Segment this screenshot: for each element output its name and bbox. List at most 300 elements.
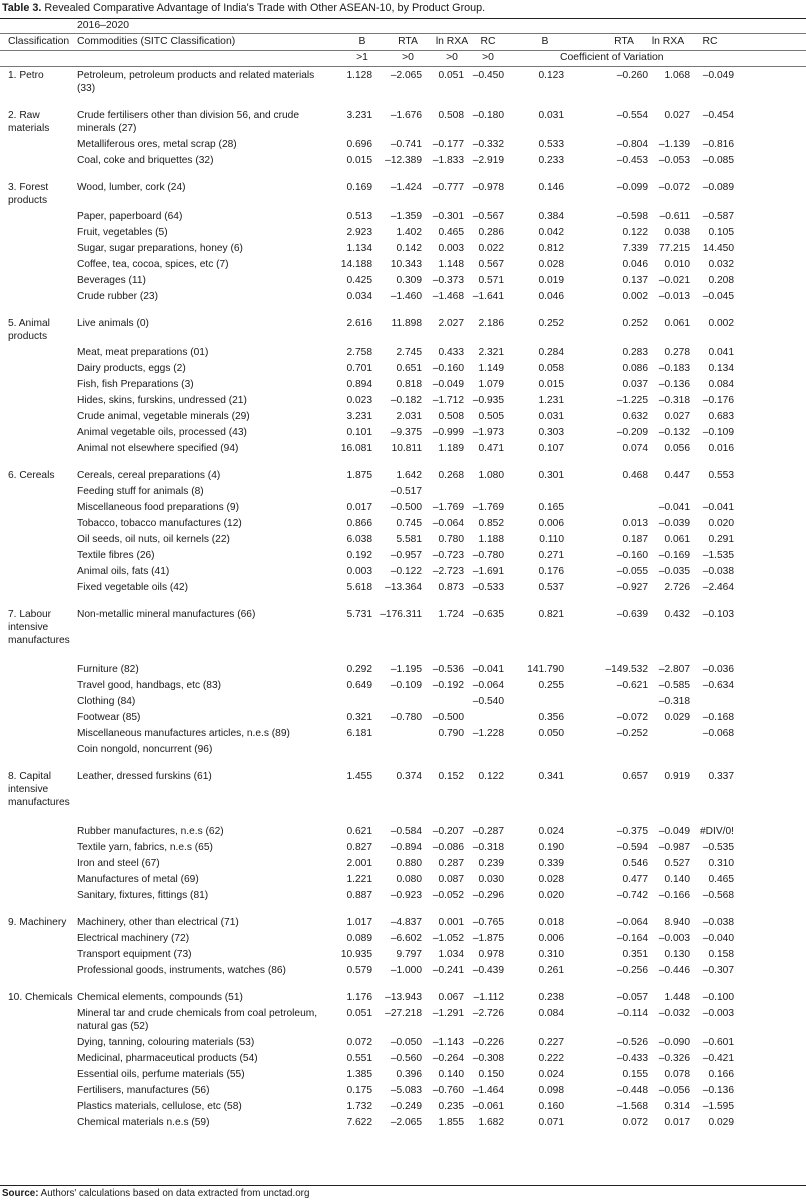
spacer	[734, 152, 806, 168]
value-cell: 0.887	[346, 890, 372, 901]
value-cell: –0.109	[390, 680, 422, 691]
commodity-name: Live animals (0)	[77, 318, 149, 329]
value-cell: –0.584	[390, 826, 422, 837]
commodity-name: Textile fibres (26)	[77, 550, 155, 561]
spacer	[734, 256, 806, 272]
value-cell: 0.028	[538, 874, 564, 885]
table-row	[0, 709, 806, 725]
value-cell: –0.318	[658, 696, 690, 707]
value-cell: 0.537	[538, 582, 564, 593]
value-cell: 0.028	[538, 259, 564, 270]
value-cell: –0.177	[432, 139, 464, 150]
value-cell: 0.527	[664, 858, 690, 869]
spacer	[734, 855, 806, 871]
value-cell: –0.256	[616, 965, 648, 976]
value-cell: –0.635	[472, 609, 504, 620]
group-name	[0, 288, 77, 304]
commodity-name: Animal not elsewhere specified (94)	[77, 443, 239, 454]
value-cell: –0.160	[616, 550, 648, 561]
value-cell: 0.006	[538, 933, 564, 944]
value-cell: 2.031	[396, 411, 422, 422]
threshold-cell: >1	[356, 52, 368, 63]
group-spacer	[0, 903, 806, 914]
value-cell: 1.724	[438, 609, 464, 620]
value-cell: –2.464	[702, 582, 734, 593]
group-name: 3. Forest products	[8, 182, 49, 206]
group-name	[0, 392, 77, 408]
value-cell: –5.083	[390, 1085, 422, 1096]
commodity-name: Rubber manufactures, n.e.s (62)	[77, 826, 224, 837]
period-rule	[0, 33, 806, 34]
value-cell: 0.086	[622, 363, 648, 374]
group-name	[0, 871, 77, 887]
group-name: 6. Cereals	[8, 470, 55, 481]
value-cell: 1.682	[478, 1117, 504, 1128]
value-cell: 0.051	[346, 1008, 372, 1019]
top-rule	[0, 18, 806, 19]
table-row	[0, 989, 806, 1005]
value-cell: 0.175	[346, 1085, 372, 1096]
table-row	[0, 547, 806, 563]
value-cell: –0.136	[658, 379, 690, 390]
value-cell: –0.777	[432, 182, 464, 193]
col-header: ln RXA	[651, 36, 685, 47]
value-cell: –0.049	[432, 379, 464, 390]
value-cell: –0.723	[432, 550, 464, 561]
value-cell: 0.107	[538, 443, 564, 454]
value-cell: –0.326	[658, 1053, 690, 1064]
spacer	[734, 344, 806, 360]
value-cell: 0.286	[478, 227, 504, 238]
value-cell: –1.359	[390, 211, 422, 222]
value-cell: –0.307	[702, 965, 734, 976]
value-cell	[464, 709, 504, 725]
value-cell: 1.188	[478, 534, 504, 545]
value-cell: 14.188	[340, 259, 372, 270]
value-cell: 0.074	[622, 443, 648, 454]
value-cell: –1.000	[390, 965, 422, 976]
value-cell: 0.013	[622, 518, 648, 529]
value-cell: 77.215	[658, 243, 690, 254]
spacer	[734, 1034, 806, 1050]
table-row	[0, 515, 806, 531]
group-name	[0, 725, 77, 741]
value-cell	[332, 741, 372, 757]
value-cell: 0.252	[622, 318, 648, 329]
value-cell: 0.016	[708, 443, 734, 454]
value-cell: 0.031	[538, 110, 564, 121]
value-cell: 0.252	[538, 318, 564, 329]
group-name	[0, 531, 77, 547]
value-cell: 0.621	[346, 826, 372, 837]
spacer	[734, 661, 806, 677]
value-cell: 1.017	[346, 917, 372, 928]
value-cell: 0.067	[438, 992, 464, 1003]
value-cell: –0.433	[616, 1053, 648, 1064]
value-cell: –4.837	[390, 917, 422, 928]
table-row	[0, 946, 806, 962]
value-cell: –0.611	[659, 211, 690, 222]
spacer	[734, 424, 806, 440]
value-cell: –0.183	[658, 363, 690, 374]
value-cell: 0.017	[664, 1117, 690, 1128]
commodity-name: Tobacco, tobacco manufactures (12)	[77, 518, 242, 529]
value-cell	[648, 725, 690, 741]
value-cell: –1.052	[432, 933, 464, 944]
commodity-name: Fruit, vegetables (5)	[77, 227, 168, 238]
col-header: RC	[702, 36, 718, 47]
spacer	[734, 392, 806, 408]
threshold-cell: >0	[402, 52, 414, 63]
spacer	[734, 224, 806, 240]
value-cell: 0.072	[346, 1037, 372, 1048]
value-cell: 0.208	[708, 275, 734, 286]
value-cell: –0.041	[472, 664, 504, 675]
group-name: 1. Petro	[8, 70, 44, 81]
table-row	[0, 839, 806, 855]
value-cell: –1.424	[390, 182, 422, 193]
spacer	[734, 376, 806, 392]
value-cell: 0.505	[478, 411, 504, 422]
commodity-name: Fixed vegetable oils (42)	[77, 582, 188, 593]
value-cell: 5.618	[346, 582, 372, 593]
commodity-name: Petroleum, petroleum products and related materials (33)	[77, 70, 315, 94]
value-cell: 0.471	[478, 443, 504, 454]
value-cell: –0.226	[472, 1037, 504, 1048]
table-row	[0, 914, 806, 930]
value-cell: 0.024	[538, 826, 564, 837]
value-cell: –0.894	[390, 842, 422, 853]
value-cell: 1.189	[438, 443, 464, 454]
table-row	[0, 408, 806, 424]
value-cell: –0.923	[390, 890, 422, 901]
value-cell: 6.181	[346, 728, 372, 739]
value-cell: –0.132	[658, 427, 690, 438]
value-cell: –0.176	[702, 395, 734, 406]
value-cell: 0.978	[478, 949, 504, 960]
group-name	[0, 224, 77, 240]
value-cell: 0.227	[538, 1037, 564, 1048]
caption-label: Table 3.	[2, 2, 42, 14]
value-cell: –0.086	[432, 842, 464, 853]
col-header: ln RXA	[435, 36, 469, 47]
value-cell	[372, 741, 422, 757]
col-header: RC	[480, 36, 496, 47]
spacer	[734, 914, 806, 930]
value-cell: 1.148	[438, 259, 464, 270]
value-cell: 0.356	[538, 712, 564, 723]
value-cell	[464, 741, 504, 757]
value-cell: 0.447	[664, 470, 690, 481]
value-cell: –2.723	[432, 566, 464, 577]
source-label: Source:	[2, 1188, 39, 1199]
spacer	[734, 179, 806, 208]
value-cell: 0.919	[664, 771, 690, 782]
value-cell: 1.231	[538, 395, 564, 406]
group-name	[0, 483, 77, 499]
value-cell	[690, 693, 734, 709]
value-cell: –0.103	[702, 609, 734, 620]
group-name	[0, 515, 77, 531]
value-cell: 0.023	[346, 395, 372, 406]
value-cell: –0.567	[472, 211, 504, 222]
value-cell: 0.818	[396, 379, 422, 390]
group-name: 10. Chemicals	[8, 992, 73, 1003]
group-name	[0, 376, 77, 392]
value-cell: 1.068	[664, 70, 690, 81]
spacer	[734, 531, 806, 547]
spacer	[734, 107, 806, 136]
value-cell: 11.898	[391, 318, 422, 329]
value-cell: –0.041	[658, 502, 690, 513]
spacer	[734, 499, 806, 515]
value-cell: –13.943	[385, 992, 422, 1003]
value-cell	[372, 725, 422, 741]
value-cell: 0.029	[708, 1117, 734, 1128]
group-name	[0, 839, 77, 855]
group-name: 9. Machinery	[8, 917, 67, 928]
value-cell: –0.742	[616, 890, 648, 901]
table-row	[0, 677, 806, 693]
table-row	[0, 768, 806, 823]
value-cell: 0.657	[622, 771, 648, 782]
group-spacer	[0, 757, 806, 768]
group-name	[0, 208, 77, 224]
group-name	[0, 152, 77, 168]
value-cell: 0.465	[438, 227, 464, 238]
value-cell: 0.513	[346, 211, 372, 222]
value-cell: –0.978	[472, 182, 504, 193]
value-cell: –1.139	[658, 139, 690, 150]
value-cell: 0.010	[664, 259, 690, 270]
table-row	[0, 179, 806, 208]
table-row	[0, 376, 806, 392]
table-row	[0, 424, 806, 440]
value-cell: 0.235	[438, 1101, 464, 1112]
value-cell: –0.035	[658, 566, 690, 577]
value-cell: 0.551	[346, 1053, 372, 1064]
value-cell: –0.252	[616, 728, 648, 739]
table-row	[0, 240, 806, 256]
value-cell: 10.811	[391, 443, 422, 454]
spacer	[734, 709, 806, 725]
group-name	[0, 661, 77, 677]
commodity-name: Sugar, sugar preparations, honey (6)	[77, 243, 243, 254]
value-cell: –1.595	[702, 1101, 734, 1112]
value-cell: 0.271	[538, 550, 564, 561]
value-cell: –0.598	[616, 211, 648, 222]
value-cell: –0.780	[472, 550, 504, 561]
value-cell: 0.701	[346, 363, 372, 374]
value-cell: 0.072	[622, 1117, 648, 1128]
value-cell: 0.152	[438, 771, 464, 782]
commodity-name: Animal vegetable oils, processed (43)	[77, 427, 247, 438]
value-cell: 16.081	[340, 443, 372, 454]
spacer	[734, 240, 806, 256]
col-header: B	[541, 36, 549, 47]
value-cell: –0.040	[702, 933, 734, 944]
value-cell: –0.160	[432, 363, 464, 374]
value-cell: –0.560	[390, 1053, 422, 1064]
value-cell: 14.450	[702, 243, 734, 254]
value-cell: –0.540	[472, 696, 504, 707]
value-cell	[690, 483, 734, 499]
value-cell: 0.155	[622, 1069, 648, 1080]
table-row	[0, 208, 806, 224]
value-cell: –0.373	[432, 275, 464, 286]
spacer	[734, 1050, 806, 1066]
value-cell: 0.034	[346, 291, 372, 302]
spacer	[734, 839, 806, 855]
value-cell	[690, 741, 734, 757]
group-name	[0, 855, 77, 871]
value-cell: 0.046	[622, 259, 648, 270]
commodity-name: Clothing (84)	[77, 696, 136, 707]
bottom-rule	[0, 1185, 806, 1186]
value-cell: 141.790	[527, 664, 564, 675]
spacer	[734, 725, 806, 741]
value-cell: 0.084	[708, 379, 734, 390]
value-cell: 0.037	[622, 379, 648, 390]
table-row	[0, 272, 806, 288]
table-row	[0, 962, 806, 978]
group-spacer	[0, 304, 806, 315]
value-cell: –0.332	[472, 139, 504, 150]
value-cell: 0.050	[538, 728, 564, 739]
value-cell: 0.533	[538, 139, 564, 150]
spacer	[734, 741, 806, 757]
value-cell: 0.261	[538, 965, 564, 976]
value-cell: 0.873	[438, 582, 464, 593]
value-cell: –2.726	[472, 1008, 504, 1019]
value-cell: 0.745	[396, 518, 422, 529]
value-cell: –0.308	[472, 1053, 504, 1064]
value-cell: 0.291	[708, 534, 734, 545]
table-row	[0, 107, 806, 136]
period-label: 2016–2020	[77, 20, 130, 31]
value-cell: –12.389	[385, 155, 422, 166]
group-name	[0, 1066, 77, 1082]
value-cell: 0.105	[708, 227, 734, 238]
value-cell	[564, 499, 648, 515]
table-row	[0, 1034, 806, 1050]
value-cell: 0.508	[438, 411, 464, 422]
value-cell: 1.875	[346, 470, 372, 481]
threshold-cell: >0	[482, 52, 494, 63]
value-cell: –1.535	[702, 550, 734, 561]
commodity-name: Oil seeds, oil nuts, oil kernels (22)	[77, 534, 230, 545]
commodity-name: Beverages (11)	[77, 275, 146, 286]
value-cell	[332, 483, 372, 499]
value-cell: 0.142	[396, 243, 422, 254]
value-cell: –0.741	[390, 139, 422, 150]
value-cell: 0.255	[538, 680, 564, 691]
value-cell: –0.072	[616, 712, 648, 723]
value-cell: 0.087	[438, 874, 464, 885]
table-row	[0, 855, 806, 871]
col-classification: Classification	[8, 36, 70, 47]
col-header: B	[358, 36, 366, 47]
spacer	[734, 1098, 806, 1114]
group-name	[0, 499, 77, 515]
group-name	[0, 136, 77, 152]
group-name	[0, 272, 77, 288]
value-cell: 1.642	[396, 470, 422, 481]
value-cell: 0.866	[346, 518, 372, 529]
value-cell: 0.001	[438, 917, 464, 928]
value-cell: –0.192	[432, 680, 464, 691]
value-cell: 5.581	[396, 534, 422, 545]
value-cell: 0.002	[622, 291, 648, 302]
value-cell: –1.460	[390, 291, 422, 302]
value-cell: 0.146	[538, 182, 564, 193]
value-cell: 0.821	[538, 609, 564, 620]
value-cell	[504, 741, 564, 757]
commodity-name: Dairy products, eggs (2)	[77, 363, 186, 374]
value-cell: –1.641	[472, 291, 504, 302]
group-name	[0, 823, 77, 839]
spacer	[734, 547, 806, 563]
value-cell: 2.321	[478, 347, 504, 358]
value-cell: 0.314	[664, 1101, 690, 1112]
value-cell: –0.634	[702, 680, 734, 691]
value-cell: –0.168	[702, 712, 734, 723]
table-row	[0, 315, 806, 344]
commodity-name: Coffee, tea, cocoa, spices, etc (7)	[77, 259, 229, 270]
value-cell: –0.301	[432, 211, 464, 222]
value-cell: –1.464	[472, 1085, 504, 1096]
value-cell: 0.337	[708, 771, 734, 782]
value-cell: –0.804	[616, 139, 648, 150]
value-cell: –0.987	[658, 842, 690, 853]
value-cell: –1.973	[472, 427, 504, 438]
group-name: 2. Raw materials	[8, 110, 50, 134]
group-spacer	[0, 978, 806, 989]
value-cell: –0.164	[616, 933, 648, 944]
commodity-name: Coal, coke and briquettes (32)	[77, 155, 214, 166]
group-name	[0, 579, 77, 595]
value-cell: –0.260	[616, 70, 648, 81]
spacer	[734, 606, 806, 661]
commodity-name: Textile yarn, fabrics, n.e.s (65)	[77, 842, 213, 853]
value-cell: 1.402	[396, 227, 422, 238]
commodity-name: Miscellaneous food preparations (9)	[77, 502, 239, 513]
value-cell: –0.045	[702, 291, 734, 302]
value-cell: 0.030	[478, 874, 504, 885]
commodity-name: Fertilisers, manufactures (56)	[77, 1085, 210, 1096]
value-cell: –0.535	[702, 842, 734, 853]
value-cell: 0.130	[664, 949, 690, 960]
spacer	[734, 693, 806, 709]
commodity-name: Iron and steel (67)	[77, 858, 160, 869]
value-cell: 0.880	[396, 858, 422, 869]
value-cell: 0.019	[538, 275, 564, 286]
rca-table	[0, 67, 806, 1130]
table-row	[0, 1082, 806, 1098]
value-cell: 0.165	[538, 502, 564, 513]
group-name	[0, 344, 77, 360]
table-row	[0, 360, 806, 376]
group-name	[0, 424, 77, 440]
value-cell: 0.046	[538, 291, 564, 302]
value-cell: 0.292	[346, 664, 372, 675]
value-cell: –0.064	[432, 518, 464, 529]
value-cell: –0.013	[658, 291, 690, 302]
table-row	[0, 344, 806, 360]
value-cell: 0.396	[396, 1069, 422, 1080]
group-name	[0, 693, 77, 709]
value-cell: 0.089	[346, 933, 372, 944]
